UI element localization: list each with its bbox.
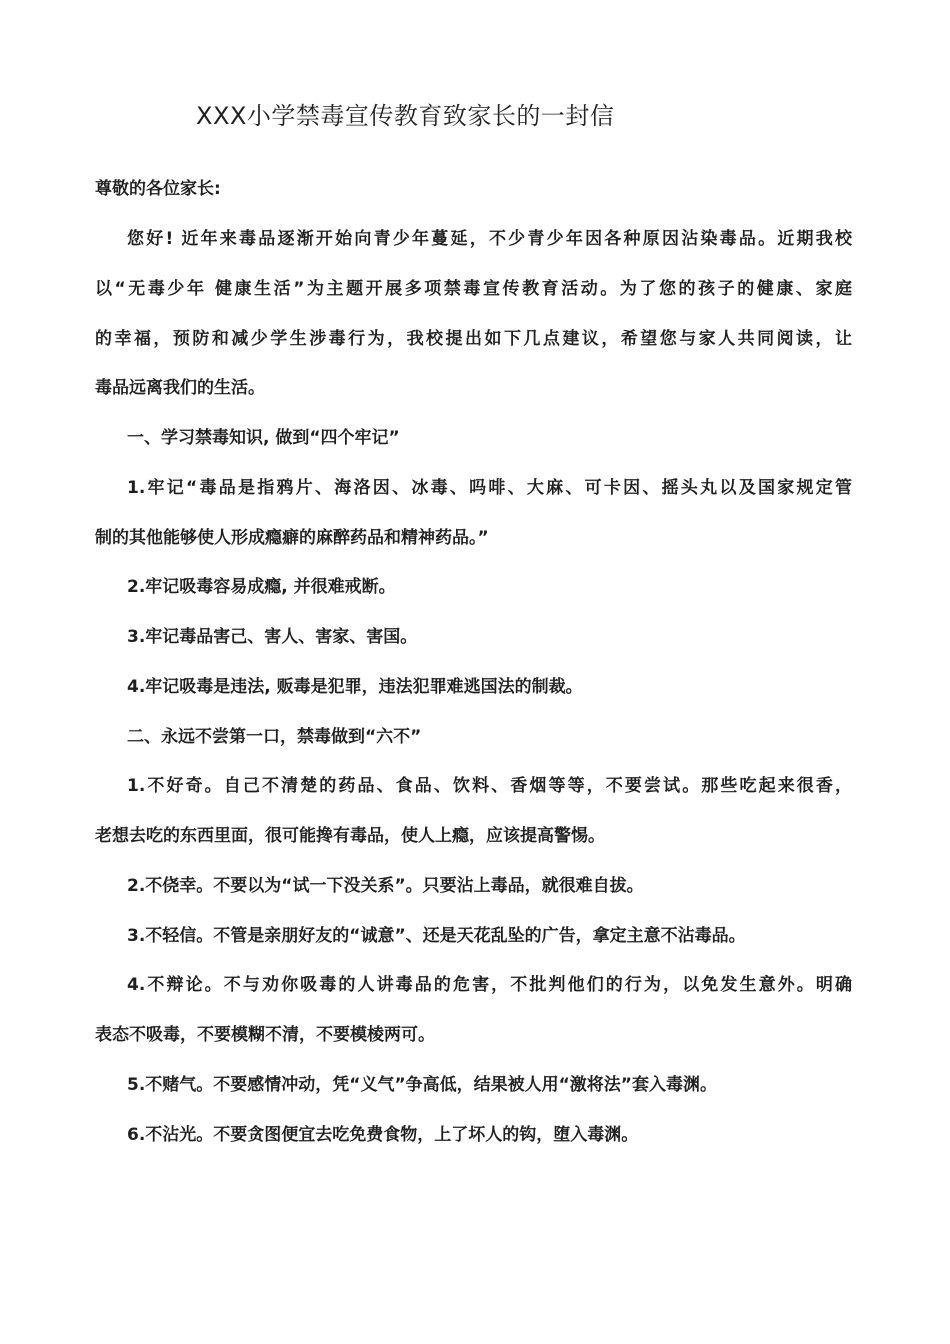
section-2-item-4-line-2: 表态不吸毒，不要模糊不清，不要模棱两可。 bbox=[95, 1025, 435, 1045]
section-2-item-6: 6.不沾光。不要贪图便宜去吃免费食物，上了坏人的钩，堕入毒渊。 bbox=[127, 1125, 639, 1145]
section-2-item-1-line-1: 1.不好奇。自己不清楚的药品、食品、饮料、香烟等等，不要尝试。那些吃起来很香， bbox=[127, 776, 852, 796]
section-1-item-3: 3.牢记毒品害己、害人、害家、害国。 bbox=[127, 627, 418, 647]
greeting: 尊敬的各位家长: bbox=[95, 179, 221, 199]
intro-line-3: 的幸福，预防和减少学生涉毒行为，我校提出如下几点建议，希望您与家人共同阅读，让 bbox=[95, 329, 852, 349]
section-1-heading: 一、学习禁毒知识, 做到“四个牢记” bbox=[127, 428, 400, 448]
section-1-item-1-line-2: 制的其他能够使人形成瘾癖的麻醉药品和精神药品。” bbox=[95, 528, 489, 548]
section-1-item-1-line-1: 1.牢记“毒品是指鸦片、海洛因、冰毒、吗啡、大麻、可卡因、摇头丸以及国家规定管 bbox=[127, 478, 852, 498]
intro-line-1: 您好! 近年来毒品逐渐开始向青少年蔓延，不少青少年因各种原因沾染毒品。近期我校 bbox=[127, 229, 852, 249]
section-1-item-2: 2.牢记吸毒容易成瘾, 并很难戒断。 bbox=[127, 577, 396, 597]
section-2-item-5: 5.不赌气。不要感情冲动，凭“义气”争高低，结果被人用“激将法”套入毒渊。 bbox=[127, 1075, 717, 1095]
intro-line-2: 以“无毒少年 健康生活”为主题开展多项禁毒宣传教育活动。为了您的孩子的健康、家庭 bbox=[95, 279, 852, 299]
section-2-item-4-line-1: 4.不辩论。不与劝你吸毒的人讲毒品的危害，不批判他们的行为，以免发生意外。明确 bbox=[127, 975, 852, 995]
section-2-heading: 二、永远不尝第一口，禁毒做到“六不” bbox=[127, 727, 422, 747]
section-2-item-3: 3.不轻信。不管是亲朋好友的“诚意”、还是天花乱坠的广告，拿定主意不沾毒品。 bbox=[127, 926, 746, 946]
section-2-item-1-line-2: 老想去吃的东西里面，很可能搀有毒品，使人上瘾，应该提高警惕。 bbox=[95, 826, 605, 846]
section-2-item-2: 2.不侥幸。不要以为“试一下没关系”。只要沾上毒品，就很难自拔。 bbox=[127, 876, 644, 896]
letter-title: XXX小学禁毒宣传教育致家长的一封信 bbox=[196, 102, 615, 130]
intro-line-4: 毒品远离我们的生活。 bbox=[95, 378, 265, 398]
section-1-item-4: 4.牢记吸毒是违法, 贩毒是犯罪，违法犯罪难逃国法的制裁。 bbox=[127, 677, 583, 697]
